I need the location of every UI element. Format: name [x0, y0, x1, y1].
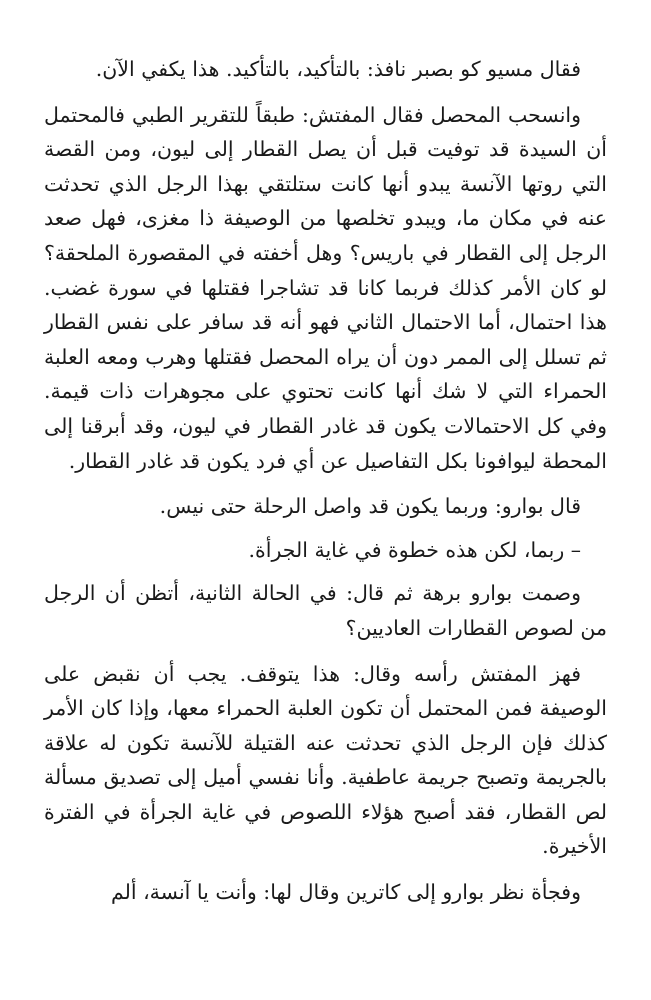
paragraph-3: قال بوارو: وربما يكون قد واصل الرحلة حتى نيس. [159, 494, 581, 519]
paragraph-2: وانسحب المحصل فقال المفتش: طبقاً للتقرير الطبي فالمحتمل أن السيدة قد توفيت قبل أن يصل القطار إلى ليون، ومن القصة التي روتها الآنسة يبدو أنها كانت ستلتقي بهذا الرجل الذي تحدثت عنه في مكان ما، ويبدو تخلصها من الوصيفة ذا مغزى، فهل صعد الرجل إلى القطار في باريس؟ وهل أخفته في المقصورة الملحقة؟ لو كان الأمر كذلك فربما كانا قد تشاجرا فقتلها في سورة غضب. هذا احتمال، أما الاحتمال الثاني فهو أنه قد سافر على نفس القطار ثم تسلل إلى الممر دون أن يراه المحصل فقتلها وهرب ومعه العلبة الحمراء التي لا شك أنها كانت تحتوي على مجوهرات ذات قيمة. وفي كل الاحتمالات يكون قد غادر القطار في ليون، وقد أبرقنا إلى المحطة ليوافونا بكل التفاصيل عن أي فرد يكون قد غادر القطار. [44, 102, 607, 473]
paragraph-6: فهز المفتش رأسه وقال: هذا يتوقف. يجب أن نقبض على الوصيفة فمن المحتمل أن تكون العلبة الحمراء معها، وإذا كان الأمر كذلك فإن الرجل الذي تحدثت عنه القتيلة للآنسة تكون له علاقة بالجريمة وتصبح جريمة عاطفية. وأنا نفسي أميل إلى تصديق مسألة لص القطار، فقد أصبح هؤلاء اللصوص في غاية الجرأة في الفترة الأخيرة. [44, 661, 607, 859]
paragraph-5: وصمت بوارو برهة ثم قال: في الحالة الثانية، أتظن أن الرجل من لصوص القطارات العاديين؟ [44, 581, 607, 640]
paragraph-1: فقال مسيو كو بصبر نافذ: بالتأكيد، بالتأكيد. هذا يكفي الآن. [95, 57, 581, 81]
paragraph-7: وفجأة نظر بوارو إلى كاترين وقال لها: وأنت يا آنسة، ألم [110, 880, 581, 905]
paragraph-4: – ربما، لكن هذه خطوة في غاية الجرأة. [248, 537, 581, 562]
